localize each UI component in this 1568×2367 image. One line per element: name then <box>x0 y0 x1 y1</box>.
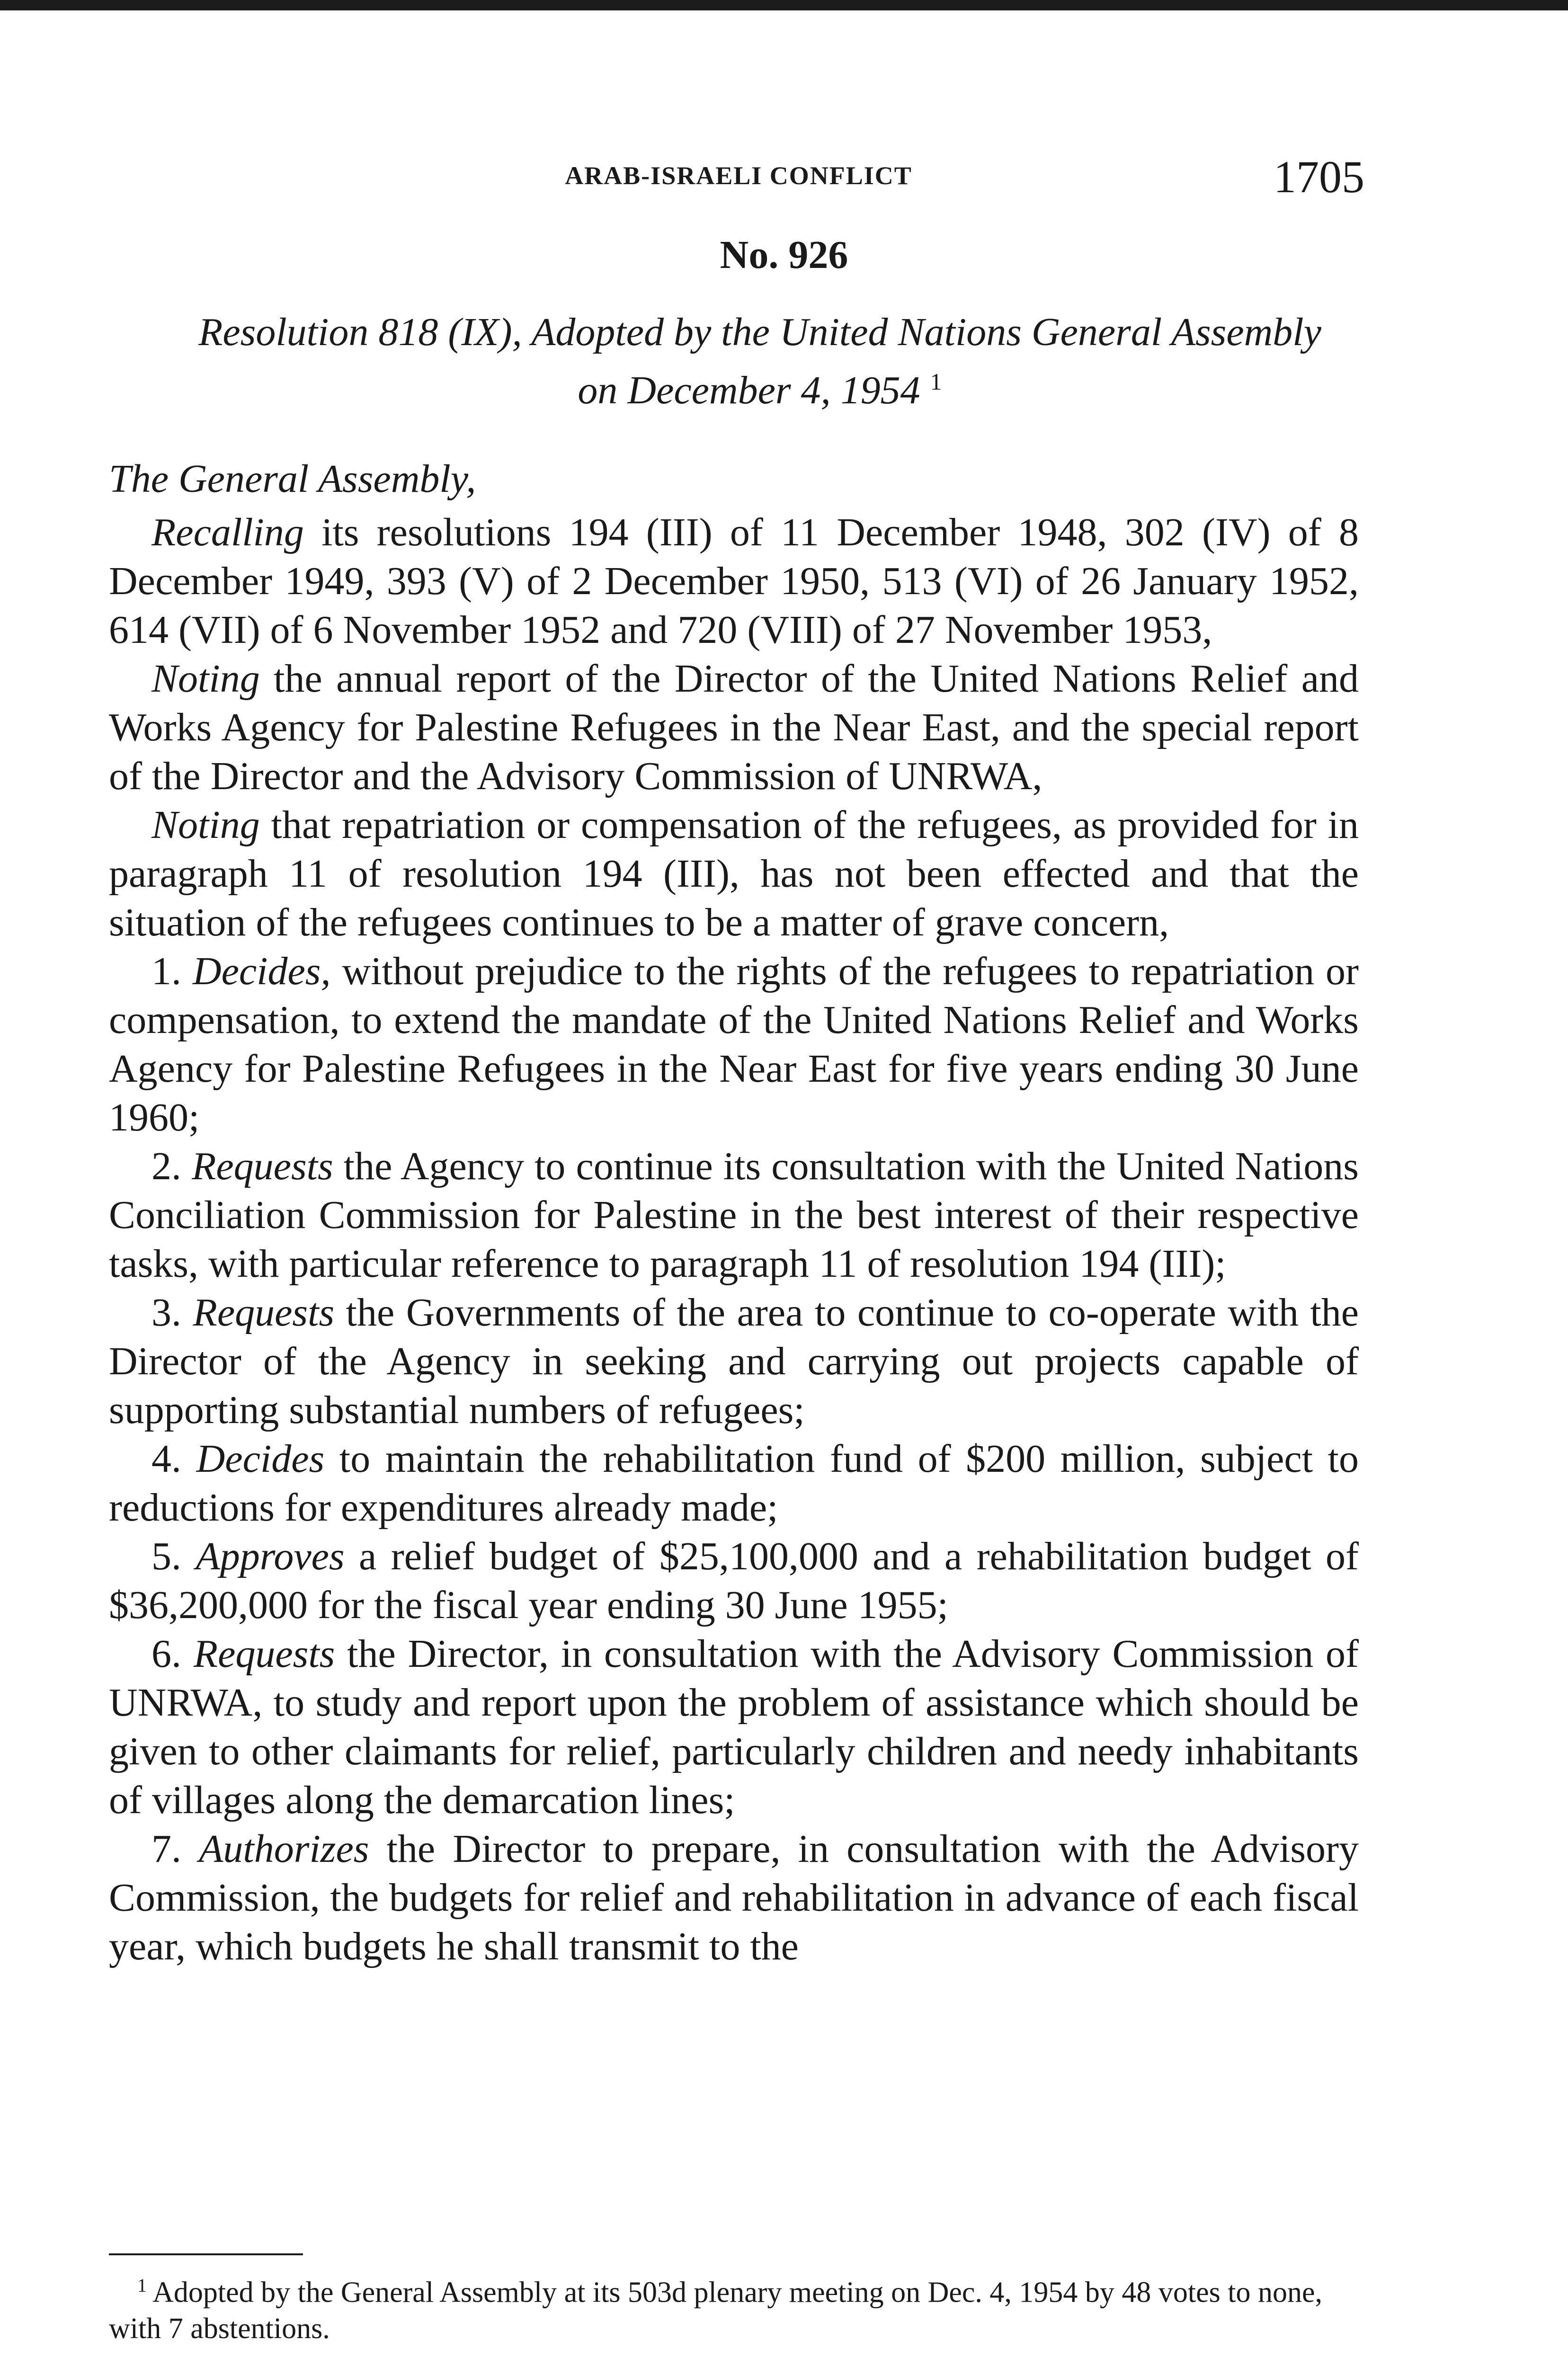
addressee: The General Assembly, <box>109 457 476 501</box>
paragraph-7 <box>109 1824 1359 1971</box>
footnote-divider <box>109 2253 303 2255</box>
document-title <box>175 308 1345 415</box>
paragraph-number: 4. <box>151 1437 196 1481</box>
footnote-text: Adopted by the General Assembly at its 503d plenary meeting on Dec. 4, 1954 by 48 votes to none, with 7 abstentions. <box>109 2276 1322 2345</box>
footnote-reference: 1 <box>930 368 942 395</box>
resolution-body <box>109 454 1359 1971</box>
paragraph-4 <box>109 1434 1359 1532</box>
paragraph-text: the annual report of the Director of the United Nations Relief and Works Agency for Palestine Refugees in the Near East, and the special report of the Director and the Advisory Commission of UNRWA, <box>109 657 1359 798</box>
paragraph-text: that repatriation or compensation of the refugees, as provided for in paragraph 11 of resolution 194 (III), has not been effected and that the situation of the refugees continues to be a matter of grave concern, <box>109 803 1359 944</box>
paragraph-text: without prejudice to the rights of the refugees to repatriation or compensation, to extend the mandate of the United Nations Relief and Works Agency for Palestine Refugees in the Near East for five years ending 30 June 1960; <box>109 949 1359 1139</box>
paragraph-noting-repatriation <box>109 801 1359 947</box>
paragraph-text: a relief budget of $25,100,000 and a rehabilitation budget of $36,200,000 for the fiscal year ending 30 June 1955; <box>109 1534 1359 1627</box>
paragraph-number: 1. <box>151 949 193 993</box>
paragraph-number: 6. <box>151 1632 194 1676</box>
paragraph-6 <box>109 1629 1359 1824</box>
footnote-marker: 1 <box>137 2275 147 2296</box>
paragraph-text: to maintain the rehabilitation fund of $200 million, subject to reductions for expenditures already made; <box>109 1437 1359 1530</box>
page-top-border <box>0 0 1568 10</box>
paragraph-lead: Approves <box>196 1534 345 1578</box>
paragraph-text: the Agency to continue its consultation with the United Nations Conciliation Commission for Palestine in the best interest of their respective tasks, with particular reference to paragraph 11 of resolution 194 (III); <box>109 1144 1359 1286</box>
paragraph-text: the Director, in consultation with the Advisory Commission of UNRWA, to study and report upon the problem of assistance which should be given to other claimants for relief, particularly children and needy inhabitants of villages along the demarcation lines; <box>109 1632 1359 1822</box>
paragraph-noting-report <box>109 654 1359 801</box>
paragraph-number: 7. <box>151 1827 199 1871</box>
paragraph-lead: Noting <box>151 657 260 701</box>
paragraph-text: its resolutions 194 (III) of 11 December 1948, 302 (IV) of 8 December 1949, 393 (V) of 2 December 1950, 513 (VI) of 26 January 1952, 614 (VII) of 6 November 1952 and 720 (VIII) of 27 November 1953, <box>109 510 1359 652</box>
document-title-text: Resolution 818 (IX), Adopted by the United Nations General Assembly on December 4, 1954 <box>198 310 1321 412</box>
paragraph-number: 3. <box>151 1290 193 1335</box>
paragraph-lead: Requests <box>193 1290 335 1335</box>
paragraph-lead: Decides, <box>192 949 331 993</box>
paragraph-lead: Recalling <box>151 510 304 554</box>
document-number: No. 926 <box>720 233 848 277</box>
paragraph-lead: Requests <box>192 1144 333 1188</box>
paragraph-3 <box>109 1288 1359 1434</box>
footnote <box>109 2268 1359 2347</box>
paragraph-text: the Director to prepare, in consultation with the Advisory Commission, the budgets for relief and rehabilitation in advance of each fiscal year, which budgets he shall transmit to the <box>109 1827 1359 1968</box>
paragraph-2 <box>109 1142 1359 1288</box>
paragraph-number: 2. <box>151 1144 192 1188</box>
paragraph-lead: Requests <box>193 1632 335 1676</box>
paragraph-5 <box>109 1532 1359 1629</box>
paragraph-1 <box>109 947 1359 1142</box>
page-number: 1705 <box>1274 151 1364 202</box>
paragraph-lead: Noting <box>151 803 260 847</box>
paragraph-lead: Authorizes <box>199 1827 369 1871</box>
paragraph-recalling <box>109 508 1359 654</box>
paragraph-text: the Governments of the area to continue to co-operate with the Director of the Agency in seeking and carrying out projects capable of supporting substantial numbers of refugees; <box>109 1290 1359 1432</box>
running-title: ARAB-ISRAELI CONFLICT <box>565 161 912 190</box>
paragraph-lead: Decides <box>196 1437 325 1481</box>
paragraph-number: 5. <box>151 1534 196 1578</box>
